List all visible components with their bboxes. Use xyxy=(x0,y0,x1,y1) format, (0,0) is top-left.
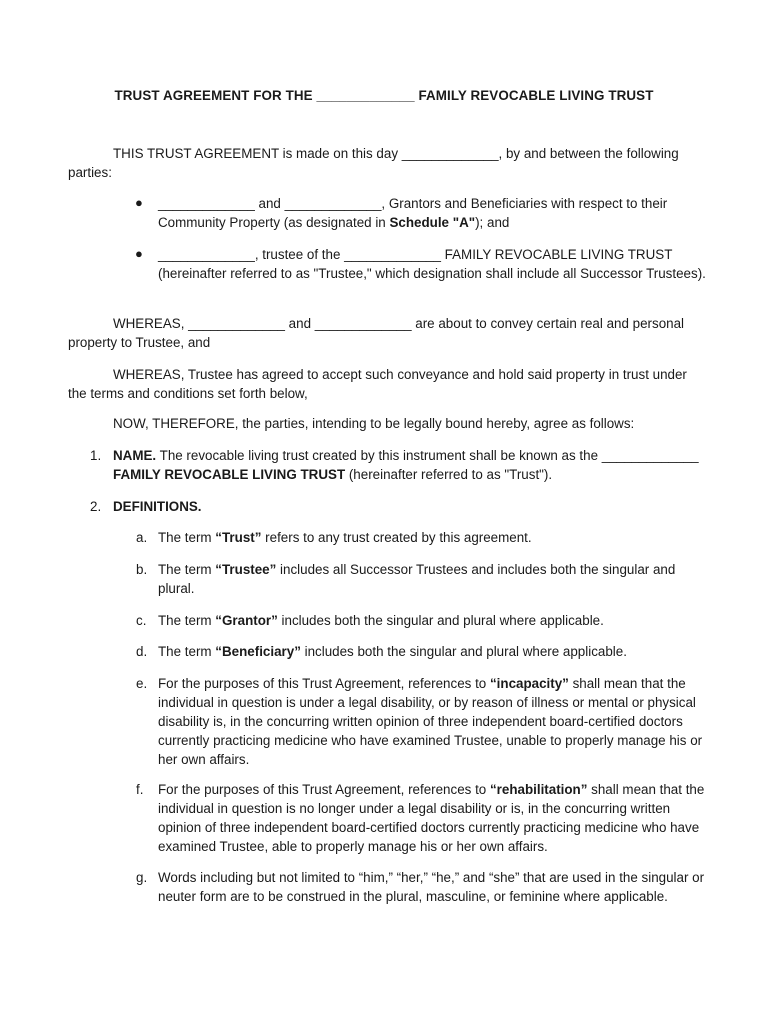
definition-post: includes both the singular and plural where applicable. xyxy=(300,644,627,659)
intro-text: THIS TRUST AGREEMENT is made on this day _____________, by and between the following parties: xyxy=(68,146,679,180)
definition-letter: g. xyxy=(136,870,148,885)
section-number: 2. xyxy=(90,499,102,514)
bullet-icon: ● xyxy=(135,195,143,210)
party-text: _____________, trustee of the _____________ FAMILY REVOCABLE LIVING TRUST (hereinafter referred to as "Trustee," which designation shall include all Successor Trustees). xyxy=(158,247,706,281)
definition-item xyxy=(158,560,708,598)
definition-item xyxy=(158,674,708,769)
party-text-end: ); and xyxy=(475,215,510,230)
section-heading: NAME. xyxy=(113,448,157,463)
section-heading: DEFINITIONS. xyxy=(113,499,202,514)
definition-term: “incapacity” xyxy=(489,676,569,691)
definition-pre: The term xyxy=(158,613,216,628)
definition-pre: For the purposes of this Trust Agreement, references to xyxy=(158,782,490,797)
definition-term: “rehabilitation” xyxy=(489,782,588,797)
definition-pre: The term xyxy=(158,562,216,577)
definition-term: “Trust” xyxy=(215,530,262,545)
trust-name: FAMILY REVOCABLE LIVING TRUST xyxy=(113,467,346,482)
now-therefore-paragraph xyxy=(68,414,708,433)
schedule-ref: Schedule "A" xyxy=(389,215,476,230)
definition-post: refers to any trust created by this agreement. xyxy=(261,530,532,545)
definition-pre: The term xyxy=(158,530,216,545)
now-therefore-text: NOW, THEREFORE, the parties, intending to be legally bound hereby, agree as follows: xyxy=(113,416,635,431)
definition-term: “Beneficiary” xyxy=(215,644,301,659)
section-text: The revocable living trust created by this instrument shall be known as the _____________ xyxy=(156,448,699,463)
party-item-trustee xyxy=(158,245,708,283)
definition-item xyxy=(158,780,708,856)
definition-letter: d. xyxy=(136,644,148,659)
section-definitions xyxy=(113,497,713,516)
definition-letter: a. xyxy=(136,530,148,545)
definition-term: “Grantor” xyxy=(215,613,278,628)
definition-item xyxy=(158,528,708,547)
party-item-grantors xyxy=(158,194,708,232)
definition-letter: b. xyxy=(136,562,148,577)
section-text-end: (hereinafter referred to as "Trust"). xyxy=(345,467,553,482)
section-number: 1. xyxy=(90,448,102,463)
whereas-text: WHEREAS, Trustee has agreed to accept such conveyance and hold said property in trust under the terms and conditions set forth below, xyxy=(68,367,687,401)
definition-term: “Trustee” xyxy=(215,562,277,577)
definition-post: includes all Successor Trustees and includes both the singular and plural. xyxy=(158,562,676,596)
intro-paragraph xyxy=(68,144,708,182)
definition-post: shall mean that the individual in question is no longer under a legal disability or is, in the concurring written opinion of three independent board-certified doctors currently practicing medicine who have examined Trustee, able to properly manage his or her own affairs. xyxy=(158,782,705,854)
whereas-text: WHEREAS, _____________ and _____________ are about to convey certain real and personal property to Trustee, and xyxy=(68,316,685,350)
bullet-icon: ● xyxy=(135,246,143,261)
definition-pre: Words including but not limited to “him,” “her,” “he,” and “she” that are used in the singular or neuter form are to be construed in the plural, masculine, or feminine where applicable. xyxy=(158,870,705,904)
document-title: TRUST AGREEMENT FOR THE _____________ FAMILY REVOCABLE LIVING TRUST xyxy=(114,88,654,103)
definition-letter: c. xyxy=(136,613,147,628)
party-text: _____________ and _____________, Grantors and Beneficiaries with respect to their Community Property (as designated in xyxy=(158,196,668,230)
whereas-paragraph-2 xyxy=(68,365,708,403)
definition-item xyxy=(158,611,708,630)
definition-post: shall mean that the individual in question is under a legal disability, or by reason of illness or mental or physical disability is, in the concurring written opinion of three independent board-certified doctors currently practicing medicine who have examined Trustee, unable to properly manage his or her own affairs. xyxy=(158,676,703,767)
definition-item xyxy=(158,642,708,661)
definition-letter: f. xyxy=(136,782,144,797)
definition-pre: The term xyxy=(158,644,216,659)
whereas-paragraph-1 xyxy=(68,314,708,352)
section-name xyxy=(113,446,713,484)
definition-pre: For the purposes of this Trust Agreement, references to xyxy=(158,676,490,691)
definition-post: includes both the singular and plural where applicable. xyxy=(277,613,604,628)
definition-item xyxy=(158,868,708,906)
definition-letter: e. xyxy=(136,676,148,691)
